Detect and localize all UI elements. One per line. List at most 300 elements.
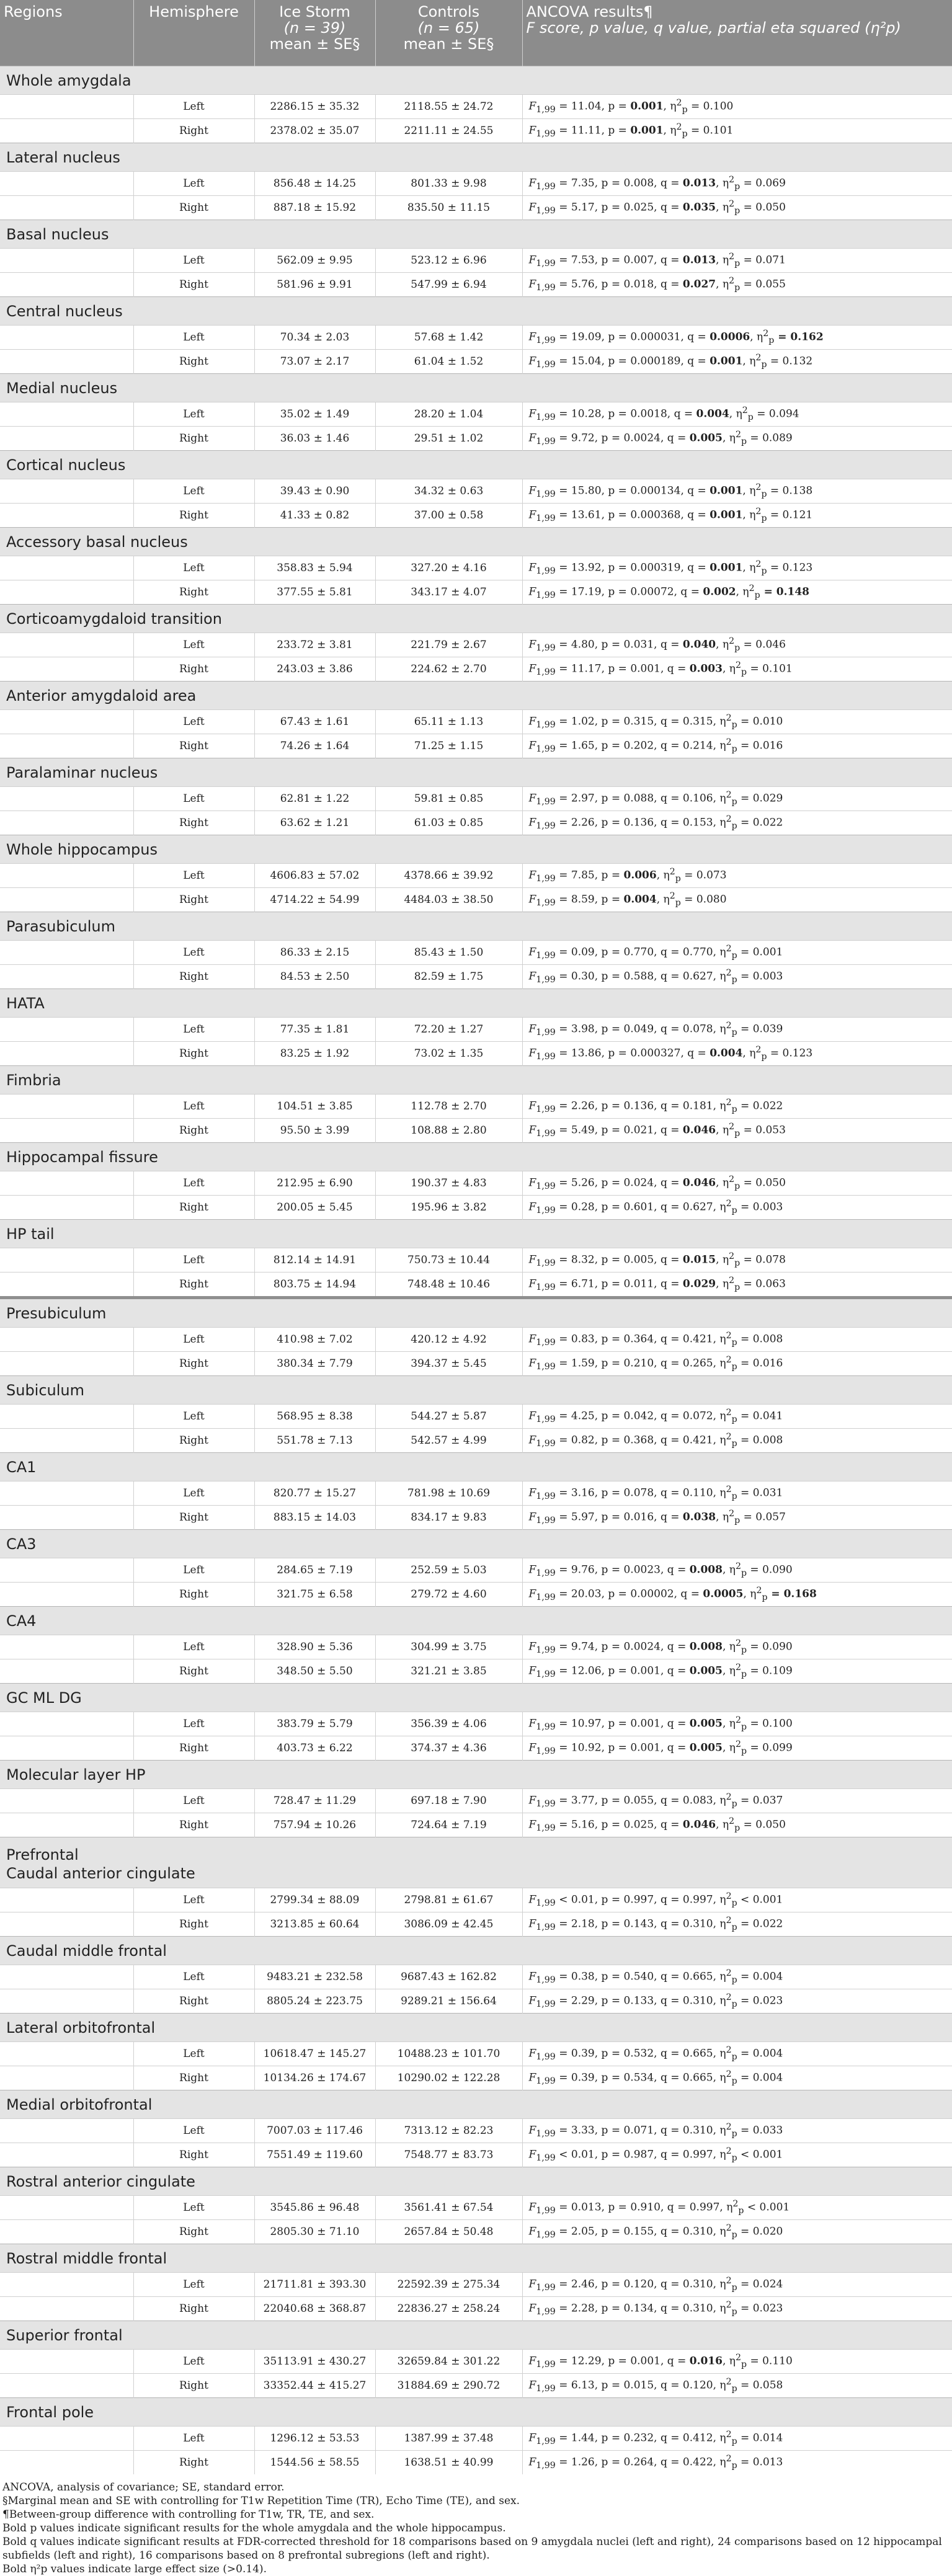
f-score: = 13.86 [555,1047,602,1060]
ancova-result: $F_{1,99} = 2.29$, p = 0.133, q = 0.310, $\eta^2_p = 0.023$ [522,1989,952,2014]
eta-squared: = 0.041 [737,1410,783,1423]
region-label: Hippocampal fissure [6,1148,158,1166]
eta-squared: = 0.003 [737,970,783,984]
ice-storm-value: 200.05 ± 5.45 [254,1196,375,1220]
controls-value: 724.64 ± 7.19 [375,1813,522,1837]
eta-squared: = 0.168 [767,1588,817,1601]
f-score: = 7.85 [555,869,595,882]
table-row [0,1352,952,1376]
f-score: = 7.35 [555,177,595,190]
table-row [0,1659,952,1684]
region-cell [0,2427,133,2451]
region-name [0,989,952,1018]
eta-squared: = 0.046 [740,639,786,652]
f-score: = 7.53 [555,254,595,267]
p-value: 0.997 [623,1894,654,1907]
eta-squared: = 0.003 [737,1201,783,1214]
hemisphere-cell: Left [133,1558,254,1583]
ice-storm-value: 887.18 ± 15.92 [254,196,375,220]
region-cell [0,196,133,220]
controls-value: 835.50 ± 11.15 [375,196,522,220]
controls-value: 252.59 ± 5.03 [375,1558,522,1583]
ancova-result: $F_{1,99} = 6.71$, p = 0.011, q = 0.029, $\eta^2_p = 0.063$ [522,1272,952,1298]
q-value: 0.0006 [710,331,750,344]
region-group-row [0,758,952,787]
region-cell [0,504,133,528]
ancova-result: $F_{1,99} = 11.04$, p = 0.001, $\eta^2_p = 0.100$ [522,95,952,119]
table-row [0,479,952,504]
region-label: Anterior amygdaloid area [6,686,197,704]
f-score: = 4.25 [555,1410,595,1423]
region-group-row [0,835,952,864]
ice-storm-value: 380.34 ± 7.79 [254,1352,375,1376]
controls-value: 1387.99 ± 37.48 [375,2427,522,2451]
eta-squared: = 0.022 [737,1918,783,1931]
region-label: Parasubiculum [6,917,115,935]
table-row [0,580,952,605]
ice-storm-value: 551.78 ± 7.13 [254,1429,375,1453]
p-value: 0.770 [623,946,654,959]
q-value: 0.008 [689,1564,723,1577]
hemisphere-cell: Right [133,888,254,912]
region-cell [0,1506,133,1530]
region-cell [0,965,133,989]
ancova-result: $F_{1,99} = 4.25$, p = 0.042, q = 0.072, $\eta^2_p = 0.041$ [522,1405,952,1429]
region-cell [0,580,133,605]
region-label: Presubiculum [6,1304,107,1322]
p-value: 0.00002 [630,1588,674,1601]
eta-squared: = 0.132 [767,355,813,368]
f-score: = 6.13 [555,2379,595,2392]
controls-value: 1638.51 ± 40.99 [375,2451,522,2475]
q-value: 0.072 [682,1410,713,1423]
f-score: = 0.83 [555,1333,595,1346]
q-value: 0.310 [682,2226,713,2239]
eta-squared: = 0.020 [737,2226,783,2239]
p-value: 0.534 [623,2072,654,2085]
eta-squared: = 0.024 [737,2278,783,2291]
p-value: 0.0024 [623,1641,661,1654]
eta-squared: = 0.004 [737,1971,783,1984]
ice-storm-value: 36.03 ± 1.46 [254,427,375,451]
p-value: 0.588 [623,970,654,984]
controls-value: 7548.77 ± 83.73 [375,2143,522,2167]
region-label: CA1 [6,1458,37,1476]
q-value: 0.013 [682,177,716,190]
header-ancova [522,0,952,66]
ancova-result: $F_{1,99} = 2.46$, p = 0.120, q = 0.310, $\eta^2_p = 0.024$ [522,2273,952,2297]
ancova-result: $F_{1,99} = 13.86$, p = 0.000327, q = 0.004, $\eta^2_p = 0.123$ [522,1042,952,1066]
ice-storm-value: 1544.56 ± 58.55 [254,2451,375,2475]
f-score: = 2.29 [555,1995,595,2008]
q-value: 0.310 [682,1995,713,2008]
table-row [0,1736,952,1761]
table-row [0,2143,952,2167]
controls-value: 7313.12 ± 82.23 [375,2119,522,2143]
p-value: 0.055 [623,1795,654,1808]
f-score: = 9.72 [555,432,595,445]
region-cell [0,734,133,758]
hemisphere-cell: Right [133,427,254,451]
ancova-result: $F_{1,99} = 2.97$, p = 0.088, q = 0.106, $\eta^2_p = 0.029$ [522,787,952,811]
ice-storm-value: 10134.26 ± 174.67 [254,2066,375,2090]
controls-value: 224.62 ± 2.70 [375,657,522,682]
table-row [0,556,952,580]
q-value: 0.997 [682,1894,713,1907]
q-value: 0.265 [682,1357,713,1370]
region-name [0,220,952,249]
ice-storm-value: 22040.68 ± 368.87 [254,2297,375,2321]
controls-value: 32659.84 ± 301.22 [375,2350,522,2374]
p-value: 0.004 [623,894,657,907]
controls-value: 279.72 ± 4.60 [375,1583,522,1607]
q-value: 0.004 [696,408,729,421]
region-cell [0,1558,133,1583]
region-label: Frontal pole [6,2403,94,2421]
q-value: 0.003 [689,663,723,676]
table-row [0,1506,952,1530]
controls-value: 3561.41 ± 67.54 [375,2196,522,2220]
ancova-result: $F_{1,99} = 1.59$, p = 0.210, q = 0.265, $\eta^2_p = 0.016$ [522,1352,952,1376]
controls-value: 781.98 ± 10.69 [375,1481,522,1506]
p-value: 0.540 [623,1971,654,1984]
table-row [0,1042,952,1066]
table-row [0,2427,952,2451]
region-name [0,1937,952,1965]
f-score: = 13.92 [555,562,602,575]
f-score: = 2.28 [555,2303,595,2316]
region-name [0,2321,952,2350]
region-cell [0,710,133,734]
f-score: = 1.26 [555,2456,595,2469]
q-value: 0.001 [710,562,743,575]
controls-value: 190.37 ± 4.83 [375,1171,522,1196]
eta-squared: = 0.101 [747,663,793,676]
eta-squared: = 0.008 [737,1434,783,1447]
region-group-row [0,2167,952,2196]
p-value: 0.133 [623,1995,654,2008]
table-row [0,2042,952,2066]
table-row [0,2196,952,2220]
region-label: Medial nucleus [6,379,118,397]
ancova-result: $F_{1,99} = 7.53$, p = 0.007, q = 0.013, $\eta^2_p = 0.071$ [522,249,952,273]
region-group-row [0,66,952,95]
region-group-row [0,2090,952,2119]
region-name [0,758,952,787]
ancova-result: $F_{1,99} = 12.06$, p = 0.001, q = 0.005, $\eta^2_p = 0.109$ [522,1659,952,1684]
region-name [0,2244,952,2273]
ancova-result: $F_{1,99} = 15.80$, p = 0.000134, q = 0.001, $\eta^2_p = 0.138$ [522,479,952,504]
f-score: = 13.61 [555,509,602,522]
q-value: 0.005 [689,1665,723,1678]
ancova-result: $F_{1,99} = 1.44$, p = 0.232, q = 0.412, $\eta^2_p = 0.014$ [522,2427,952,2451]
table-row [0,1813,952,1837]
f-score: = 12.06 [555,1665,602,1678]
eta-squared: = 0.109 [747,1665,793,1678]
ancova-result: $F_{1,99} = 3.98$, p = 0.049, q = 0.078, $\eta^2_p = 0.039$ [522,1018,952,1042]
p-value: 0.0018 [630,408,667,421]
region-label: Whole hippocampus [6,840,158,858]
controls-value: 356.39 ± 4.06 [375,1712,522,1736]
region-cell [0,172,133,196]
q-value: 0.214 [682,740,713,753]
hemisphere-cell: Left [133,1965,254,1989]
table-row [0,1635,952,1659]
p-value: 0.042 [623,1410,654,1423]
controls-value: 65.11 ± 1.13 [375,710,522,734]
region-group-row [0,1220,952,1248]
region-cell [0,1429,133,1453]
q-value: 0.083 [682,1795,713,1808]
p-value: 0.025 [623,202,654,215]
p-value: 0.001 [630,1665,661,1678]
q-value: 0.627 [682,1201,713,1214]
header-ice-n: (n = 39) [283,19,346,37]
table-row [0,965,952,989]
ancova-result: $F_{1,99} = 9.72$, p = 0.0024, q = 0.005, $\eta^2_p = 0.089$ [522,427,952,451]
p-value: 0.049 [623,1023,654,1036]
table-row [0,95,952,119]
ice-storm-value: 35.02 ± 1.49 [254,402,375,427]
ice-storm-value: 8805.24 ± 223.75 [254,1989,375,2014]
hemisphere-cell: Left [133,1712,254,1736]
eta-squared: = 0.031 [737,1487,783,1500]
hemisphere-cell: Right [133,119,254,143]
eta-squared: = 0.050 [740,1177,786,1190]
table-row [0,1018,952,1042]
ancova-result: $F_{1,99} = 7.85$, p = 0.006, $\eta^2_p = 0.073$ [522,864,952,888]
controls-value: 9687.43 ± 162.82 [375,1965,522,1989]
header-ancova-sub: F score, p value, q value, partial eta squared (η²p) [526,19,901,37]
controls-value: 304.99 ± 3.75 [375,1635,522,1659]
hemisphere-cell: Left [133,556,254,580]
controls-value: 9289.21 ± 156.64 [375,1989,522,2014]
f-score: = 0.28 [555,1201,595,1214]
f-score: = 5.76 [555,278,595,291]
region-name [0,1684,952,1712]
ancova-result: $F_{1,99} = 11.11$, p = 0.001, $\eta^2_p = 0.101$ [522,119,952,143]
footnote: ¶Between-group difference with controlling for T1w, TR, TE, and sex. [2,2508,375,2521]
hemisphere-cell: Right [133,657,254,682]
region-cell [0,402,133,427]
controls-value: 221.79 ± 2.67 [375,633,522,657]
region-name [0,1607,952,1635]
region-group-row [0,605,952,633]
hemisphere-cell: Left [133,1888,254,1912]
q-value: 0.015 [682,1254,716,1267]
controls-value: 10290.02 ± 122.28 [375,2066,522,2090]
controls-value: 28.20 ± 1.04 [375,402,522,427]
ancova-result: $F_{1,99} = 3.77$, p = 0.055, q = 0.083, $\eta^2_p = 0.037$ [522,1789,952,1813]
eta-squared: = 0.037 [737,1795,783,1808]
f-score: = 12.29 [555,2355,602,2368]
eta-squared: = 0.004 [737,2072,783,2085]
controls-value: 108.88 ± 2.80 [375,1119,522,1143]
region-cell [0,1813,133,1837]
header-regions: Regions [0,0,133,66]
hemisphere-cell: Right [133,1736,254,1761]
f-score: = 11.04 [555,100,602,113]
region-label: Central nucleus [6,302,123,320]
region-name [0,1066,952,1095]
q-value: 0.013 [682,254,716,267]
p-value: 0.031 [623,639,654,652]
ancova-result: $F_{1,99} < 0.01$, p = 0.987, q = 0.997, $\eta^2_p < 0.001$ [522,2143,952,2167]
table-row [0,326,952,350]
ice-storm-value: 62.81 ± 1.22 [254,787,375,811]
hemisphere-cell: Left [133,249,254,273]
region-group-row [0,2244,952,2273]
p-value: 0.000327 [630,1047,681,1060]
ice-storm-value: 4714.22 ± 54.99 [254,888,375,912]
ancova-result: $F_{1,99} = 11.17$, p = 0.001, q = 0.003, $\eta^2_p = 0.101$ [522,657,952,682]
controls-value: 394.37 ± 5.45 [375,1352,522,1376]
region-name [0,835,952,864]
ice-storm-value: 403.73 ± 6.22 [254,1736,375,1761]
region-name [0,2090,952,2119]
f-score: = 3.77 [555,1795,595,1808]
ice-storm-value: 2378.02 ± 35.07 [254,119,375,143]
ice-storm-value: 9483.21 ± 232.58 [254,1965,375,1989]
f-score: = 4.80 [555,639,595,652]
table-row [0,1272,952,1298]
controls-value: 420.12 ± 4.92 [375,1328,522,1352]
hemisphere-cell: Left [133,864,254,888]
eta-squared: = 0.050 [740,1819,786,1832]
hemisphere-cell: Right [133,965,254,989]
p-value: 0.001 [630,1742,661,1755]
region-cell [0,2196,133,2220]
region-cell [0,2297,133,2321]
ice-storm-value: 377.55 ± 5.81 [254,580,375,605]
region-name [0,2167,952,2196]
f-score: = 0.39 [555,2072,595,2085]
region-cell [0,1989,133,2014]
ancova-result: $F_{1,99} = 5.49$, p = 0.021, q = 0.046, $\eta^2_p = 0.053$ [522,1119,952,1143]
ice-storm-value: 33352.44 ± 415.27 [254,2374,375,2398]
table-row [0,1789,952,1813]
hemisphere-cell: Left [133,1635,254,1659]
ancova-result: $F_{1,99} = 4.80$, p = 0.031, q = 0.040, $\eta^2_p = 0.046$ [522,633,952,657]
q-value: 0.027 [682,278,716,291]
q-value: 0.001 [710,509,743,522]
controls-value: 73.02 ± 1.35 [375,1042,522,1066]
p-value: 0.016 [623,1511,654,1524]
hemisphere-cell: Right [133,811,254,835]
p-value: 0.136 [623,1100,654,1113]
eta-squared: = 0.050 [740,202,786,215]
hemisphere-cell: Right [133,1196,254,1220]
region-name [0,605,952,633]
controls-value: 544.27 ± 5.87 [375,1405,522,1429]
region-cell [0,1481,133,1506]
p-value: 0.00072 [630,586,674,599]
q-value: 0.665 [682,2048,713,2061]
f-score: = 1.02 [555,716,595,729]
region-cell [0,556,133,580]
ancova-result: $F_{1,99} = 3.16$, p = 0.078, q = 0.110, $\eta^2_p = 0.031$ [522,1481,952,1506]
ancova-result: $F_{1,99} = 10.92$, p = 0.001, q = 0.005, $\eta^2_p = 0.099$ [522,1736,952,1761]
region-cell [0,633,133,657]
region-name [0,912,952,941]
f-score: = 10.97 [555,1718,602,1731]
q-value: 0.046 [682,1819,716,1832]
table-row [0,734,952,758]
p-value: 0.078 [623,1487,654,1500]
table-row [0,504,952,528]
ancova-result: $F_{1,99} = 0.28$, p = 0.601, q = 0.627, $\eta^2_p = 0.003$ [522,1196,952,1220]
controls-value: 542.57 ± 4.99 [375,1429,522,1453]
eta-squared: = 0.016 [737,1357,783,1370]
region-label: CA3 [6,1535,37,1553]
controls-value: 3086.09 ± 42.45 [375,1912,522,1937]
hemisphere-cell: Right [133,1583,254,1607]
region-name [0,1298,952,1328]
region-cell [0,119,133,143]
eta-squared: = 0.123 [767,562,813,575]
region-group-row [0,989,952,1018]
ancova-result: $F_{1,99} = 0.013$, p = 0.910, q = 0.997, $\eta^2_p < 0.001$ [522,2196,952,2220]
ice-storm-value: 728.47 ± 11.29 [254,1789,375,1813]
ancova-result: $F_{1,99} = 3.33$, p = 0.071, q = 0.310, $\eta^2_p = 0.033$ [522,2119,952,2143]
ancova-result: $F_{1,99} = 10.97$, p = 0.001, q = 0.005, $\eta^2_p = 0.100$ [522,1712,952,1736]
region-cell [0,941,133,965]
hemisphere-cell: Left [133,2350,254,2374]
eta-squared: = 0.071 [740,254,786,267]
q-value: 0.422 [682,2456,713,2469]
q-value: 0.310 [682,1918,713,1931]
ice-storm-value: 7551.49 ± 119.60 [254,2143,375,2167]
p-value: 0.001 [630,100,664,113]
p-value: 0.088 [623,793,654,806]
p-value: 0.120 [623,2278,654,2291]
ice-storm-value: 4606.83 ± 57.02 [254,864,375,888]
table-row [0,2451,952,2475]
p-value: 0.005 [623,1254,654,1267]
table-row [0,119,952,143]
q-value: 0.120 [682,2379,713,2392]
region-label: Caudal middle frontal [6,1942,167,1960]
ice-storm-value: 212.95 ± 6.90 [254,1171,375,1196]
region-name [0,1761,952,1789]
region-cell [0,2374,133,2398]
ice-storm-value: 84.53 ± 2.50 [254,965,375,989]
controls-value: 71.25 ± 1.15 [375,734,522,758]
table-row [0,1888,952,1912]
ancova-result: $F_{1,99} = 0.39$, p = 0.534, q = 0.665, $\eta^2_p = 0.004$ [522,2066,952,2090]
p-value: 0.601 [623,1201,654,1214]
region-cell [0,2220,133,2244]
region-cell [0,1171,133,1196]
controls-value: 343.17 ± 4.07 [375,580,522,605]
p-value: 0.987 [623,2149,654,2162]
p-value: 0.007 [623,254,654,267]
f-score: = 0.30 [555,970,595,984]
region-name [0,528,952,556]
hemisphere-cell: Right [133,1813,254,1837]
f-score: = 0.09 [555,946,595,959]
table-row [0,427,952,451]
region-cell [0,1888,133,1912]
region-cell [0,657,133,682]
ancova-result: $F_{1,99} = 12.29$, p = 0.001, q = 0.016, $\eta^2_p = 0.110$ [522,2350,952,2374]
p-value: 0.001 [630,125,664,138]
p-value: 0.136 [623,817,654,830]
q-value: 0.310 [682,2125,713,2138]
region-group-row [0,451,952,479]
p-value: 0.368 [623,1434,654,1447]
region-name [0,1220,952,1248]
